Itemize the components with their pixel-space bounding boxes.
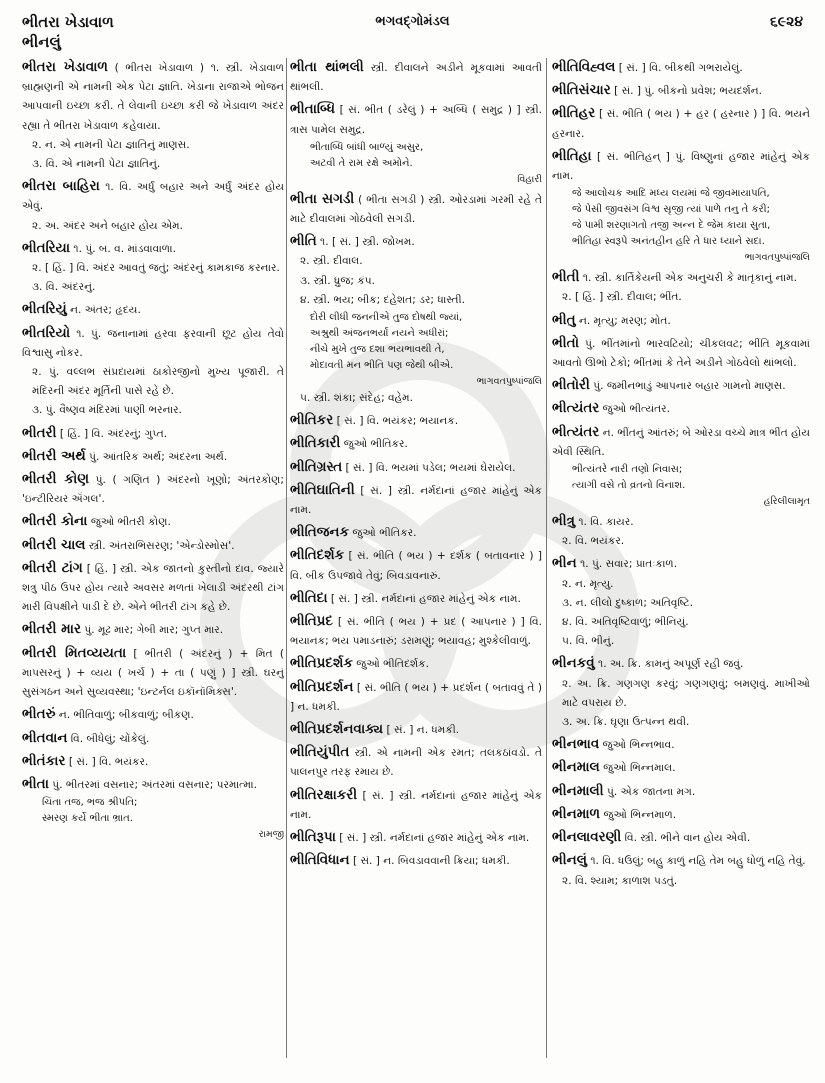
definition-text: જુઓ ભિન્નભાવ.	[602, 739, 675, 752]
dictionary-entry	[22, 536, 284, 556]
headword: ભીતિકર	[290, 412, 334, 429]
definition-text: [ સં. ભીતિ ( ભય ) + પ્રદ ( આપનાર ) ] વિ. ભયાનક; ભય પમાડનારું; ડરામણું; ભયાવહ; મુશ્કેલીવાળું.	[290, 616, 542, 648]
definition-text: પું. આંતરિક અર્થ; અંદરના અર્થ.	[89, 450, 228, 463]
definition-text: ( ભીતરા ખેડાવાળ ) ૧. સ્ત્રી. ખેડાવાળ બ્રાહ્મણની એ નામની એક પેટા જ્ઞાતિ. ખેડાના રાજાએ ભોજન આપવાની ઇચ્છા કરી. તે લેવાની ઇચ્છા કરી જે ખેડાવાળ અંદર રહ્યા તે ભીતરા ખેડાવાળ કહેવાયા.	[22, 62, 284, 132]
dictionary-entry	[290, 190, 542, 229]
headword: ભીતરિયું	[22, 301, 67, 318]
quotation-line: ભીતિહા સ્વરૂપે અનંતહીન હરિ તે ધાર ધ્યાને સદા.	[572, 236, 765, 248]
definition-text: ન. ભીંતનું આંતરું; બે ઓરડા વચ્ચે માત્ર ભીંત હોય એવી સ્થિતિ.	[552, 426, 810, 458]
dictionary-entry	[22, 177, 284, 236]
dictionary-entry	[290, 612, 542, 651]
headword: ભીત્યંતર	[552, 400, 600, 417]
headword: ભીત્યંતર	[552, 423, 600, 440]
dictionary-entry	[22, 559, 284, 618]
definition-text: જુઓ ભિન્નમાળ.	[603, 808, 677, 821]
dictionary-entry	[290, 546, 542, 585]
headword: ભીત્રુ	[552, 513, 575, 530]
sense: ૨. પું. વલ્લભ સંપ્રદાયમાં ઠાકોરજીનો મુખ્ય પૂજારી. તે મંદિરની અંદર મૂર્તિની પાસે રહે છે.	[32, 366, 284, 398]
quotation-line: જે પેસી જીવસંગ વિશ્વ સૃજી ત્યાં પાળે તનુ તે કરી;	[572, 204, 770, 216]
headword: ભીતરી ચાલ	[22, 536, 86, 553]
dictionary-entry	[552, 334, 810, 373]
book-title: ભગવદ્ગોમંડલ	[375, 14, 450, 29]
dictionary-entry	[290, 411, 542, 431]
headword: ભીતિગ્રસ્ત	[290, 458, 343, 475]
dictionary-entry	[552, 512, 810, 551]
dictionary-entry	[552, 311, 810, 331]
sense: ૨. ન. એ નામની પેટા જ્ઞાતિનું માણસ.	[32, 138, 190, 151]
headword: ભીનકવું	[552, 655, 595, 672]
definition-text: [ સં. ] વિ. ભયંકર.	[68, 755, 149, 768]
headword: ભીતોરી	[552, 377, 590, 394]
definition-text: પું. જમીનભાડું આપનાર બહાર ગામનો માણસ.	[593, 380, 786, 393]
column-divider	[286, 58, 287, 1058]
sense: ૨. અ. ક્રિ. ગણગણ કરવું; ગણગણવું; બમણવું. માખીઓ માટે વપરાય છે.	[562, 677, 810, 709]
headword: ભીનમાલ	[552, 759, 600, 776]
column-2	[290, 58, 542, 1063]
headword: ભીતા સગડી	[290, 190, 355, 207]
definition-text: જુઓ ભીતિદર્શક.	[356, 658, 430, 671]
dictionary-entry	[22, 470, 284, 509]
sense: ૩. ન. લીલો દુષ્કાળ; અતિવૃષ્ટિ.	[562, 596, 694, 609]
dictionary-entry	[22, 752, 284, 772]
dictionary-entry	[552, 554, 810, 651]
dictionary-entry	[22, 620, 284, 640]
quotation-line: અટવી તે રામ રક્ષે અમોને.	[310, 157, 413, 169]
dictionary-entry	[290, 720, 542, 740]
dictionary-entry	[552, 423, 810, 509]
headword: ભીતંકાર	[22, 752, 66, 769]
headword: ભીતિજનક	[290, 524, 350, 541]
definition-text: [ સં. ભીત ( ડરેલું ) + અબ્ધિ ( સમુદ્ર ) ] સ્ત્રી. ત્રાસ પામેલ સમુદ્ર.	[290, 104, 542, 136]
definition-text: ૧. વિ. અર્ધું બહાર અને અર્ધું અંદર હોય એવું.	[22, 181, 284, 213]
column-3	[552, 58, 810, 1063]
definition-text: [ સં. ભીતિ ( ભય ) + દર્શક ( બતાવનાર ) ] વિ. બીક ઉપજાવે તેવું; બિવડાવનારું.	[290, 550, 542, 582]
definition-text: [ સં. ભીતિ ( ભય ) + પ્રદર્શન ( બતાવવું તે ) ] ન. ધમકી.	[290, 681, 542, 713]
column-divider	[546, 58, 547, 1058]
definition-text: [ હિં. ] વિ. અંદરનું; ગુપ્ત.	[59, 427, 168, 440]
headword: ભીન	[552, 555, 577, 572]
definition-text: [ સં. ] વિ. ભયંકર; ભયાનક.	[336, 415, 459, 428]
definition-text: ૧. સ્ત્રી. કાર્તિકેયની એક અનુચરી કે માતૃકાનું નામ.	[582, 272, 797, 285]
definition-text: પું. ભીંતમાંનો ભારવટિયો; ચીકલવટ; ભીંતિ મૂકવામાં આવતો ઊભો ટેકો; ભીંતમાં કે તેને અડીને ગોઠવેલો થાંભલો.	[552, 337, 810, 370]
dictionary-entry	[290, 589, 542, 609]
headword: ભીતિપ્રદર્શનવાક્ય	[290, 721, 384, 738]
dictionary-entry	[22, 729, 284, 749]
sense: ૪. વિ. અતિવૃષ્ટિવાળું; ભીનિયું.	[562, 616, 689, 629]
quotation-source: વિહારી	[517, 173, 542, 185]
quotation-line: ચિંતા તજ, ભજ શ્રીપતિ;	[42, 797, 138, 809]
headword: ભીતરી અર્થ	[22, 447, 86, 464]
headword: ભીતિહા	[552, 147, 592, 164]
quotation-line: ભીતાબ્ધિ બાંધી બાળ્યું અસુર,	[310, 141, 424, 153]
definition-text: સ્ત્રી. અંતરાભિસરણ; 'એન્ડોસ્મોસ'.	[88, 539, 235, 552]
definition-text: ન. અંતર; હૃદય.	[70, 304, 141, 317]
definition-text: જુઓ ભીત્યંતર.	[602, 403, 671, 416]
headword: ભીનમાલી	[552, 782, 604, 799]
dictionary-entry	[552, 147, 810, 265]
sense: ૨. અ. અંદર અને બહાર હોય એમ.	[32, 219, 183, 232]
headword: ભીતાબ્ધિ	[290, 101, 336, 118]
dictionary-entry	[552, 104, 810, 143]
quotation-source: ભાગવતપુષ્પાંજલિ	[476, 376, 542, 388]
dictionary-entry	[290, 654, 542, 674]
column-1	[22, 58, 284, 1063]
sense: ૫. સ્ત્રી. શંકા; સંદેહ; વહેમ.	[300, 392, 414, 405]
dictionary-entry	[290, 828, 542, 848]
headword: ભીતિકારી	[290, 435, 341, 452]
definition-text: ૧. પું. બ. વ. માંડવાવાળા.	[73, 242, 177, 255]
sense: ૨. વિ. ભયંકર.	[562, 535, 625, 548]
definition-text: ન. ભીતિવાળું; બીકવાળું; બીકણ.	[58, 709, 194, 722]
sense: ૨. [ હિં. ] વિ. અંદર આવતું જતું; અંદરનું કામકાજ કરનાર.	[32, 262, 280, 275]
sense: ૪. સ્ત્રી. ભય; બીક; દહેશત; ડર; ધાસ્તી.	[300, 293, 465, 306]
headword: ભીતરા ખેડાવાળ	[22, 59, 108, 75]
definition-text: [ સં. ] વિ. બીકથી ગભરાયેલું.	[618, 62, 743, 74]
definition-text: ૧. વિ. કાયર.	[578, 516, 634, 529]
dictionary-entry	[290, 481, 542, 520]
definition-text: ૧. પું. જનાનામાં હરવા ફરવાની છૂટ હોય તેવો વિશ્વાસુ નોકર.	[22, 327, 284, 359]
quotation-line: અશ્રુથી અંજનભર્યાં નયને અધીરાં;	[310, 328, 449, 340]
sense: ૨. સ્ત્રી. દીવાલ.	[300, 255, 363, 268]
headword: ભીતરી ટાંગ	[22, 559, 83, 576]
headword: ભીતરી	[22, 424, 57, 441]
headword: ભીતિદર્શક	[290, 547, 345, 564]
dictionary-entry	[552, 654, 810, 732]
dictionary-entry	[552, 851, 810, 890]
headword: ભીતુ	[552, 311, 576, 328]
headword: ભીતરું	[22, 706, 56, 723]
sense: ૨. વિ. શ્યામ; કાળાશ પડતું.	[562, 874, 678, 887]
quotation-line: નીચે મુખે તુજ દશા ભયભાવથી તે,	[310, 344, 445, 356]
headword: ભીતિપ્રદર્શક	[290, 655, 353, 672]
headword: ભીનલું	[552, 852, 587, 869]
headword: ભીતરિયો	[22, 324, 71, 341]
sense: ૨. ન. મૃત્યુ.	[562, 577, 614, 590]
definition-text: ૧. [ સં. ] સ્ત્રી. જોખમ.	[320, 236, 415, 249]
dictionary-entry	[290, 786, 542, 825]
quotation-line: સ્મરણ કર્યે ભીતા ભ્રાત.	[42, 813, 133, 825]
definition-text: જુઓ ભીતરી કોણ.	[90, 516, 171, 529]
sense: ૩. પું. વૈષ્ણવ મંદિરમાં પાણી ભરનાર.	[32, 404, 182, 417]
dictionary-entry	[22, 512, 284, 532]
dictionary-entry	[290, 743, 542, 782]
headword: ભીતિ	[290, 233, 317, 250]
headword: ભીનમાળ	[552, 805, 601, 822]
quotation-line: ત્યાગી વસે તો વ્રતનો વિનાશ.	[572, 480, 686, 492]
quotation-line: મોદાવતી મન ભીતિ પણ જેથી બીએ.	[310, 360, 454, 372]
definition-text: વિ. સ્ત્રી. ભીને વાન હોય એવી.	[624, 832, 751, 845]
headword: ભીતિવિહ્વલ	[552, 59, 616, 75]
dictionary-entry	[552, 758, 810, 778]
dictionary-entry	[22, 775, 284, 842]
definition-text: [ ભીતરી ( અંદરનું ) + મિત ( માપસરનું ) + વ્યય ( ખર્ચ ) + તા ( પણું ) ] સ્ત્રી. ઘરનું સુસંગઠન અને સુવ્યવસ્થા; 'ઇન્ટર્નલ ઇકૉનૉમિક્સ'.	[22, 647, 284, 699]
dictionary-entry	[552, 735, 810, 755]
definition-text: [ સં. ] પું. બીકનો પ્રવેશ; ભયદર્શન.	[614, 85, 762, 98]
dictionary-entry	[290, 100, 542, 186]
headword: ભીતિઘાતિની	[290, 481, 355, 498]
definition-text: ૧. વિ. ધઉલું; બહુ કાળું નહિ તેમ બહુ ધોળું નહિ તેવું.	[590, 855, 806, 868]
definition-text: જુઓ ભીતિકર.	[352, 527, 417, 540]
headword: ભીતિવિધાન	[290, 852, 350, 869]
definition-text: [ સં. ભીતિહન્ ] પું. વિષ્ણુનાં હજાર માંહેનું એક નામ.	[552, 150, 810, 183]
dictionary-entry	[552, 399, 810, 419]
headword: ભીતરી કોણ	[22, 471, 90, 488]
quotation-source: રામજી	[258, 829, 284, 841]
sense: ૩. વિ. એ નામની પેટા જ્ઞાતિનું.	[32, 158, 161, 171]
definition-text: પું. ( ગણિત ) અંદરનો ખૂણો; અંતરકોણ; 'ઇન્ટીરિયર ઍંગલ'.	[22, 474, 284, 506]
definition-text: પું. ભીતરમાં વસનાર; અંતરમાં વસનાર; પરમાત્મા.	[52, 778, 257, 791]
definition-text: [ સં. ] વિ. ભયમાં પડેલ; ભયમાં ઘેરાયેલ.	[345, 461, 516, 474]
dictionary-entry	[290, 232, 542, 408]
dictionary-entry	[22, 424, 284, 444]
headword: ભીતરી મિતવ્યયતા	[22, 644, 127, 661]
definition-text: ( ભીતા સગડી ) સ્ત્રી. ઓરડામાં ગરમી રહે તે માટે દીવાલમાં ગોઠવેલી સગડી.	[290, 193, 542, 226]
dictionary-entry	[22, 300, 284, 320]
dictionary-entry	[22, 239, 284, 298]
dictionary-entry	[22, 58, 284, 174]
headword: ભીતિરૂપા	[290, 829, 336, 846]
headword: ભીતરિયા	[22, 239, 71, 256]
definition-text: સ્ત્રી. દીવાલને અડીને મૂકવામાં આવતી થાંભલી.	[290, 62, 542, 94]
definition-text: [ સં. ] સ્ત્રી. નર્મદાનાં હજાર માંહેનું એક નામ.	[330, 592, 521, 605]
quotation-source: હરિલીલામૃત	[763, 496, 810, 508]
headword: ભીતરી કોના	[22, 513, 88, 530]
page-number: ૬૯૨૪	[769, 14, 803, 30]
definition-text: [ સં. ] સ્ત્રી. નર્મદાનાં હજાર માંહેનું એક નામ.	[290, 789, 542, 821]
headword: ભીનભાવ	[552, 736, 600, 753]
dictionary-entry	[22, 644, 284, 703]
quotation-line: ભીત્યંતરે નારી તણો નિવાસ;	[572, 464, 683, 476]
quotation-line: જે આલોચક આદિ મધ્ય લયમાં જે જીવમાયાપતિ,	[572, 188, 770, 200]
dictionary-entry	[290, 678, 542, 717]
headword: ભીતવાન	[22, 729, 68, 746]
headword: ભીતિપ્રદર્શન	[290, 678, 354, 695]
dictionary-entry	[290, 523, 542, 543]
dictionary-entry	[552, 828, 810, 848]
definition-text: ન. મૃત્યુ; મરણ; મોત.	[579, 314, 671, 327]
dictionary-entry	[552, 376, 810, 396]
dictionary-entry	[290, 458, 542, 478]
definition-text: વિ. બીધેલું; ચોંકેલું.	[70, 732, 150, 745]
sense: ૩. સ્ત્રી. ધ્રુજ; કંપ.	[300, 274, 376, 287]
definition-text: જુઓ ભિન્નમાલ.	[603, 762, 676, 775]
dictionary-entry	[552, 58, 810, 78]
sense: ૫. વિ. ભીનું.	[562, 635, 615, 648]
quotation-source: ભાગવતપુષ્પાંજલિ	[744, 252, 810, 264]
dictionary-entry	[552, 81, 810, 101]
dictionary-entry	[552, 805, 810, 825]
dictionary-entry	[552, 782, 810, 802]
headword: ભીતિરક્ષાકરી	[290, 786, 358, 803]
dictionary-entry	[22, 705, 284, 725]
headword: ભીતિપ્રદ	[290, 613, 333, 630]
definition-text: [ હિં. ] સ્ત્રી. એક જાતનો કુસ્તીનો દાવ. જ્યારે શત્રુ પીઠ ઉપર હોય ત્યારે અવસર મળતાં ખેલાડી અંદરથી ટાંગ મારી વિપક્ષીને પાડી દે છે. એને ભીતરી ટાંગ કહે છે.	[22, 562, 284, 614]
definition-text: [ સં. ભીતિ ( ભય ) + હર ( હરનાર ) ] વિ. ભયને હરનાર.	[552, 108, 810, 140]
headword: ભીતો	[552, 334, 579, 351]
headword: ભીતિસંચાર	[552, 82, 611, 99]
headword: ભીતિદા	[290, 589, 328, 606]
headword: ભીતિયુંપીત	[290, 744, 350, 761]
headword: ભીનલાવરણી	[552, 829, 622, 846]
sense: ૩. વિ. અંદરનું.	[32, 281, 96, 294]
definition-text: [ સં. ] સ્ત્રી. નર્મદાનાં હજાર માંહેનું એક નામ.	[339, 832, 530, 845]
dictionary-entry	[22, 447, 284, 467]
quotation-line: દોરી લીધી જનનીએ તુજ દોષથી જ્યાં,	[310, 312, 463, 324]
sense: ૩. અ. ક્રિ. ઘૃણા ઉત્પન્ન થવી.	[562, 716, 690, 729]
headword: ભીતા	[22, 775, 49, 792]
headword: ભીતી	[552, 269, 580, 286]
dictionary-entry	[552, 268, 810, 307]
dictionary-entry	[290, 434, 542, 454]
definition-text: [ સં. ] સ્ત્રી. નર્મદાનાં હજાર માંહેનું એક નામ.	[290, 484, 542, 517]
guide-word-last: ભીનલું	[22, 33, 61, 51]
headword: ભીતરી માર	[22, 621, 81, 638]
headword: ભીતિહર	[552, 105, 596, 122]
guide-word-first: ભીતરા ખેડાવાળ	[22, 13, 114, 31]
page-header	[22, 12, 803, 52]
definition-text: ૧. અ. ક્રિ. કામનું અપૂર્ણ રહી જવું.	[598, 658, 744, 671]
definition-text: પું. મૂઢ માર; ગેબી માર; ગુપ્ત માર.	[84, 624, 224, 637]
definition-text: પું. એક જાતના મગ.	[607, 785, 696, 798]
dictionary-entry	[22, 324, 284, 421]
definition-text: [ સં. ] ન. ધમકી.	[386, 724, 460, 737]
dictionary-entry	[290, 851, 542, 871]
sense: ૨. [ હિં. ] સ્ત્રી. દીવાલ; ભીંત.	[562, 291, 682, 304]
definition-text: સ્ત્રી. એ નામની એક રમત; તલકઠાંવડો. તે પાલનપુર તરફ રમાય છે.	[290, 747, 542, 779]
definition-text: ૧. પું. સવાર; પ્રાતઃકાળ.	[580, 558, 678, 571]
headword: ભીતરા બાહિરા	[22, 178, 100, 195]
definition-text: [ સં. ] ન. બિવડાવવાની ક્રિયા; ધમકી.	[352, 855, 510, 868]
definition-text: જુઓ ભીતિકર.	[343, 438, 408, 451]
headword: ભીતા થાંભલી	[290, 59, 364, 75]
dictionary-entry	[290, 58, 542, 97]
quotation-line: જે પામી શરણાગતો તજી અન્ન દે જેમ કાયા સુતા,	[572, 220, 771, 232]
